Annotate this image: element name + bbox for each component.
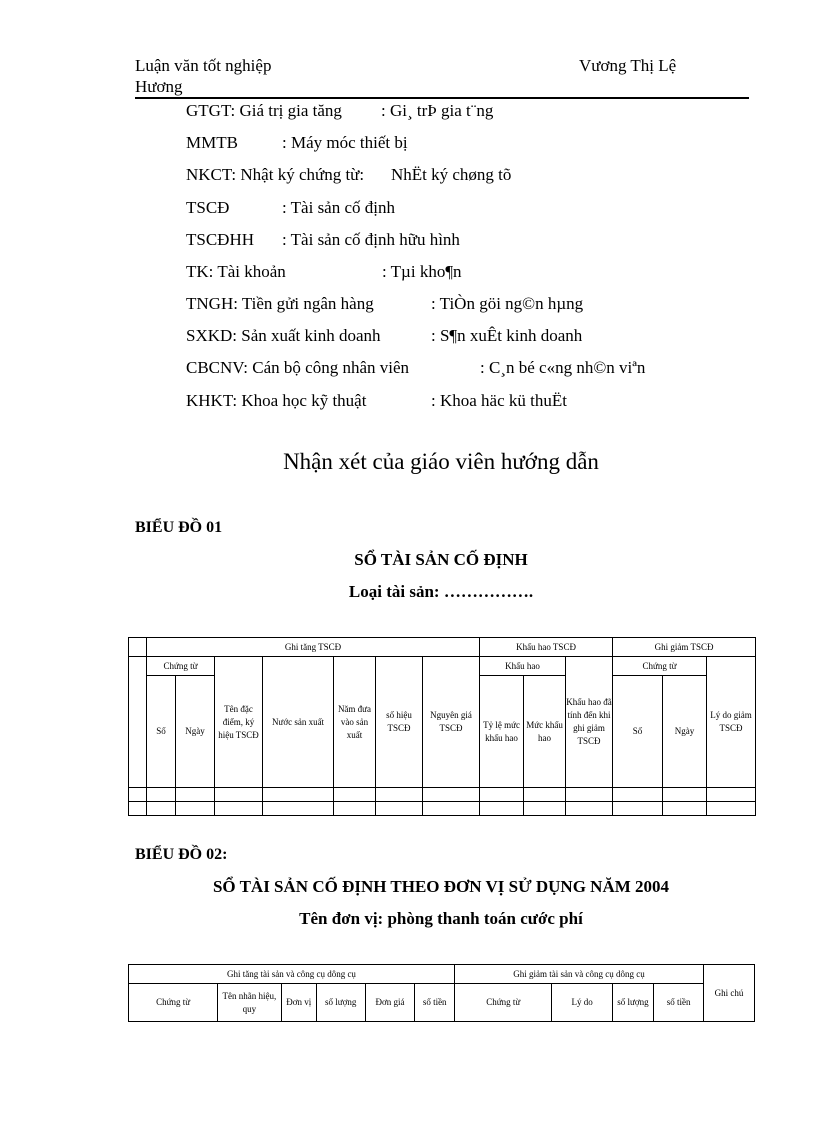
- abbr-meaning: : Tài sản cố định hữu hình: [282, 230, 460, 249]
- header-increase: Ghi tăng tài sản và công cụ dông cụ: [129, 965, 455, 984]
- header-voucher-2: Chứng từ: [613, 657, 707, 676]
- header-depr-done: Khấu hao đã tính đến khi ghi giảm TSCĐ: [566, 657, 613, 788]
- header-decrease: Ghi giảm TSCĐ: [613, 638, 756, 657]
- header-amount: Mức khấu hao: [524, 676, 566, 788]
- abbr-term: CBCNV: Cán bộ công nhân viên: [186, 358, 410, 377]
- abbr-term: MMTB: [186, 133, 238, 152]
- table-row: [129, 802, 756, 816]
- header-voucher: Chứng từ: [129, 984, 218, 1022]
- chart2-title: SỔ TÀI SẢN CỐ ĐỊNH THEO ĐƠN VỊ SỬ DỤNG NĂM 2004: [212, 877, 670, 896]
- header-year: Năm đưa vào sản xuất: [334, 657, 376, 788]
- header-price: Đơn giá: [365, 984, 415, 1022]
- fixed-asset-ledger-table: [128, 637, 756, 816]
- abbr-meaning: : Tµi kho¶n: [382, 262, 462, 281]
- header-amount: số tiền: [415, 984, 454, 1022]
- abbr-meaning: : S¶n xuÊt kinh doanh: [431, 326, 583, 345]
- header-unit: Đơn vị: [281, 984, 316, 1022]
- header-decrease: Ghi giảm tài sản và công cụ dông cụ: [454, 965, 703, 984]
- header-voucher: Chứng từ: [147, 657, 215, 676]
- unit-asset-table: [128, 964, 755, 1022]
- review-heading: Nhận xét của giáo viên hướng dẫn: [283, 449, 599, 474]
- header-left-line1: Luận văn tốt nghiệp: [135, 56, 272, 75]
- abbr-term: NKCT: Nhật ký chứng từ:: [186, 165, 365, 184]
- header-increase: Ghi tăng TSCĐ: [147, 638, 480, 657]
- chart1-label: BIỂU ĐỒ 01: [135, 519, 223, 536]
- header-asset-name: Tên đặc điểm, ký hiệu TSCĐ: [215, 657, 263, 788]
- abbr-term: TNGH: Tiền gửi ngân hàng: [186, 294, 374, 313]
- header-voucher-2: Chứng từ: [454, 984, 552, 1022]
- header-rule: [135, 97, 749, 99]
- header-reason: Lý do: [552, 984, 612, 1022]
- header-brand: Tên nhãn hiệu, quy: [218, 984, 281, 1022]
- chart1-subtitle: Loại tài sản: …………….: [348, 582, 534, 601]
- abbr-meaning: NhËt ký chøng tõ: [391, 165, 512, 184]
- abbr-meaning: : Tài sản cố định: [282, 198, 395, 217]
- header-no: Số: [147, 676, 176, 788]
- chart2-subtitle: Tên đơn vị: phòng thanh toán cước phí: [299, 909, 583, 928]
- header-date: Ngày: [176, 676, 215, 788]
- abbr-meaning: : Gi¸ trÞ gia t¨ng: [381, 101, 494, 120]
- abbr-term: SXKD: Sản xuất kinh doanh: [186, 326, 381, 345]
- header-depr: Khấu hao: [480, 657, 566, 676]
- abbr-term: TSCĐ: [186, 198, 230, 217]
- abbr-meaning: : Khoa häc kü thuËt: [431, 391, 567, 410]
- header-qty: số lượng: [316, 984, 365, 1022]
- chart2-label: BIỂU ĐỒ 02:: [135, 846, 228, 863]
- abbr-meaning: : Máy móc thiết bị: [282, 133, 408, 152]
- header-qty-2: số lượng: [612, 984, 654, 1022]
- header-amount-2: số tiền: [654, 984, 704, 1022]
- abbr-term: GTGT: Giá trị gia tăng: [186, 101, 342, 120]
- header-reason: Lý do giảm TSCĐ: [707, 657, 756, 788]
- header-depreciation: Khấu hao TSCĐ: [480, 638, 613, 657]
- header-asset-code: số hiệu TSCĐ: [376, 657, 423, 788]
- header-cost: Nguyên giá TSCĐ: [423, 657, 480, 788]
- header-right: Vương Thị Lệ: [579, 56, 677, 75]
- abbr-term: TK: Tài khoản: [186, 262, 286, 281]
- abbr-meaning: : C¸n bé c«ng nh©n viªn: [480, 358, 646, 377]
- corner-cell: [129, 638, 147, 657]
- header-date-2: Ngày: [663, 676, 707, 788]
- header-left-line2: Hương: [135, 77, 183, 96]
- header-rate: Tỷ lệ mức khấu hao: [480, 676, 524, 788]
- abbr-meaning: : TiÒn göi ng©n hµng: [431, 294, 584, 313]
- abbr-term: KHKT: Khoa học kỹ thuật: [186, 391, 367, 410]
- abbr-term: TSCĐHH: [186, 230, 255, 249]
- header-no-2: Số: [613, 676, 663, 788]
- header-note: Ghi chú: [704, 965, 755, 1022]
- header-country: Nước sản xuất: [263, 657, 334, 788]
- table-row: [129, 788, 756, 802]
- chart1-title: SỔ TÀI SẢN CỐ ĐỊNH: [354, 550, 528, 569]
